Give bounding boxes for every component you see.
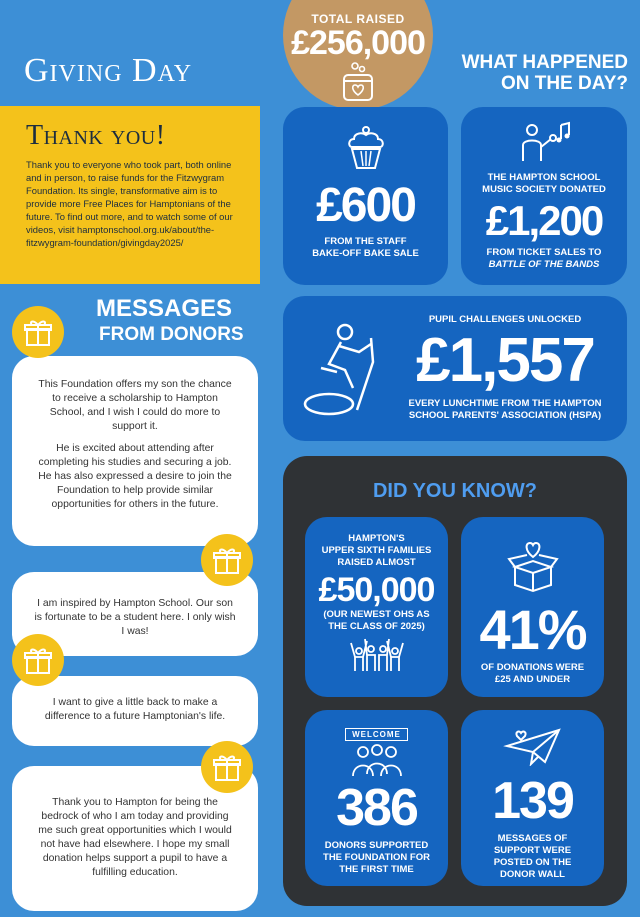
gift-icon [201,534,253,586]
did-you-know-title: DID YOU KNOW? [372,480,538,502]
donor-message-2-text: I am inspired by Hampton School. Our son is fortunate to be a student here. I only wish I was! [34,598,236,637]
cupcake-icon [344,125,388,171]
music-top-line2: MUSIC SOCIETY DONATED [482,184,606,195]
paper-plane-icon [503,726,563,766]
music-society-card [461,107,627,285]
first-time-donors-card [305,710,448,886]
donor-message-3 [12,676,258,746]
donor-wall-card [461,710,604,886]
first-time-line1: DONORS SUPPORTED [324,840,429,851]
donor-message-1 [12,356,258,546]
donor-message-1-para1: This Foundation offers my son the chance to receive a scholarship to Hampton School, and I wish I could do more to support it. [38,379,232,432]
exercise-bike-icon [301,322,381,418]
page-title: Giving Day [24,52,193,89]
donation-jar-icon [339,62,377,102]
donations-line1: OF DONATIONS WERE [480,662,585,673]
donor-message-4-text: Thank you to Hampton for being the bedrock of who I am today and providing me such great opportunities which I would not have had elsewhere. I hope my small donation helps support a pupil to have a fulfilling education. [38,797,232,878]
donations-line2: £25 AND UNDER [494,674,571,685]
pupil-amount: £1,557 [416,326,594,395]
donor-message-1-para2: He is excited about attending after completing his studies and securing a job. He has also expressed a desire to join the Foundation to help provide similar opportunities for others in the future. [38,443,232,510]
what-happened-heading [438,52,628,94]
pupil-line1: EVERY LUNCHTIME FROM THE HAMPTON [408,398,602,409]
pupil-top: PUPIL CHALLENGES UNLOCKED [428,314,582,325]
upper-sixth-card [305,517,448,697]
what-happened-line1: WHAT HAPPENED [461,52,628,73]
music-bottom-line1: FROM TICKET SALES TO [486,247,602,258]
thank-you-body: Thank you to everyone who took part, both online and in person, to raise funds for the Fitzwygram Foundation. Its single, transformative aim is to provide more Free Places for Hamptonians of the future. To find out more, and to watch some of our videos, visit hamptonschool.org.uk/about/the-fitzwygram-foundation/givingday2025/ [26,159,233,248]
heart-box-icon [505,537,561,593]
messages-heading [96,296,244,348]
donor-wall-line1: MESSAGES OF [497,833,568,844]
first-time-line3: THE FIRST TIME [339,864,414,875]
donor-message-3-text: I want to give a little back to make a difference to a future Hamptonian's life. [44,697,226,722]
music-top-line1: THE HAMPTON SCHOOL [487,172,601,183]
welcome-group-icon [305,724,448,778]
gift-icon [201,741,253,793]
bake-sale-line1: FROM THE STAFF [324,236,407,247]
total-raised-amount: £256,000 [291,24,425,62]
donor-wall-line4: DONOR WALL [500,869,565,880]
donor-wall-line3: POSTED ON THE [493,857,572,868]
music-amount: £1,200 [485,197,603,244]
people-icon [349,744,405,778]
upper-sixth-bottom1: (OUR NEWEST OHS AS [323,609,430,620]
upper-sixth-bottom2: THE CLASS OF 2025) [328,621,425,632]
upper-sixth-amount: £50,000 [318,571,435,609]
upper-sixth-top2: UPPER SIXTH FAMILIES [321,545,432,556]
first-time-donors-count: 386 [336,779,417,837]
upper-sixth-top1: HAMPTON'S [348,533,405,544]
donor-wall-line2: SUPPORT WERE [493,845,572,856]
music-bottom-line2: BATTLE OF THE BANDS [488,259,600,270]
bake-sale-amount: £600 [316,179,415,232]
total-raised-label: TOTAL RAISED [311,12,405,26]
thank-you-panel [0,106,260,284]
donor-wall-count: 139 [492,772,573,830]
bake-sale-line2: BAKE-OFF BAKE SALE [312,248,419,259]
donations-percent-card [461,517,604,697]
thank-you-heading: Thank you! [26,120,166,151]
musicians-icon [517,121,571,163]
messages-heading-line2: FROM DONORS [99,324,244,345]
upper-sixth-top3: RAISED ALMOST [337,557,416,568]
messages-heading-line1: MESSAGES [96,295,233,322]
total-raised-badge [283,0,433,110]
celebrating-crowd-icon [349,637,405,673]
what-happened-line2: ON THE DAY? [500,73,628,94]
pupil-line2: SCHOOL PARENTS' ASSOCIATION (HSPA) [408,410,602,421]
welcome-banner: WELCOME [345,728,408,741]
bake-sale-card [283,107,448,285]
pupil-challenges-card [283,296,627,441]
gift-icon [12,634,64,686]
first-time-line2: THE FOUNDATION FOR [323,852,430,863]
donations-percent: 41% [479,598,586,661]
gift-icon [12,306,64,358]
